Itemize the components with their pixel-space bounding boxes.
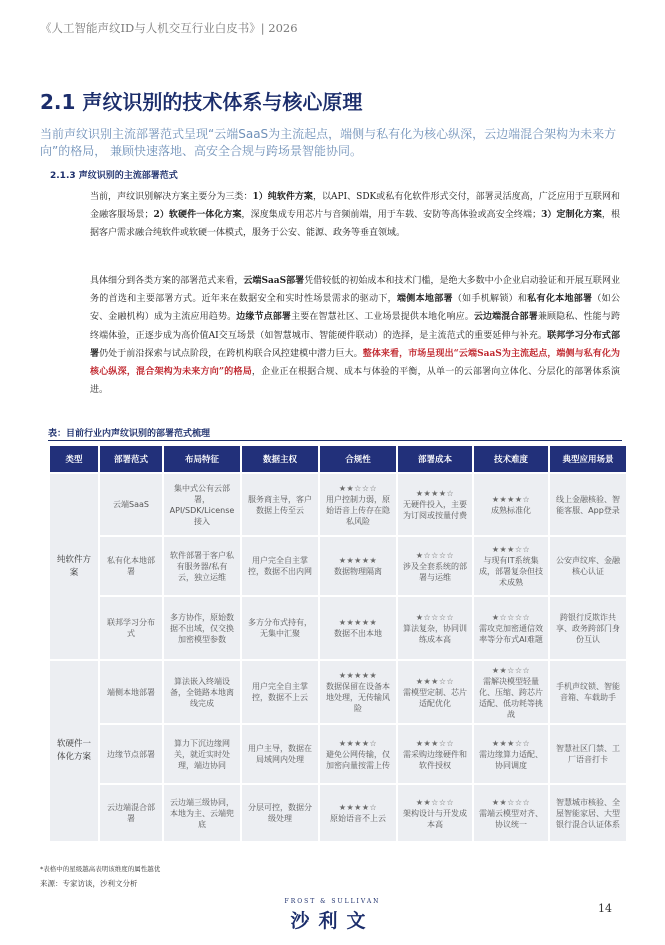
header-difficulty: 技术难度 [474,446,548,472]
star-rating: ★★★★☆ [491,494,531,504]
star-rating: ★★★★★ [338,671,378,680]
sovereignty-cell: 多方分布式持有，无集中汇聚 [242,597,318,659]
section-summary: 当前声纹识别主流部署范式呈现“云端SaaS为主流起点，端侧与私有化为核心纵深，云边端混合架构为未来方向”的格局， 兼顾快速落地、高安全合规与跨场景智能协同。 [40,127,617,158]
deployment-paradigm-table [48,444,628,843]
text-run: ，企业正在根据合规、成本与体验的平衡，从单一的云部署向立体化、分层化的部署体系演进。 [90,367,620,396]
cost-text: 需模型定制、芯片适配优化 [403,687,467,708]
scenario-cell: 跨银行反欺诈共享、政务跨部门身份互认 [550,597,626,659]
cost-cell [398,785,472,841]
star-rating: ★★★☆☆ [491,545,531,554]
cost-text: 架构设计与开发成本高 [403,808,467,829]
header-type: 类型 [50,446,98,472]
difficulty-cell [474,597,548,659]
layout-cell: 多方协作，原始数据不出域，仅交换加密模型参数 [164,597,240,659]
star-rating: ★★★★★ [338,618,378,627]
table-row [50,661,626,723]
section-title: 2.1 声纹识别的技术体系与核心原理 [40,90,363,114]
difficulty-cell [474,785,548,841]
difficulty-text: 需攻克加密通信效率等分布式AI难题 [479,623,543,644]
star-rating: ★☆☆☆☆ [415,612,455,622]
table-footnote: *表格中的星级越高表明该维度的属性越优 [40,865,161,873]
cost-text: 涉及全套系统的部署与运维 [403,561,467,582]
header-scenario: 典型应用场景 [550,446,626,472]
difficulty-cell [474,474,548,535]
cost-cell [398,725,472,783]
page-number: 14 [598,902,612,915]
text-run: （如手机解锁）和 [452,294,528,305]
sovereignty-cell: 用户主导，数据在局域网内处理 [242,725,318,783]
star-rating: ★★☆☆☆ [338,483,378,493]
star-rating: ★★★☆☆ [415,738,455,748]
layout-cell: 集中式公有云部署，API/SDK/License接入 [164,474,240,535]
star-rating: ★★★★★ [338,556,378,565]
scenario-cell: 线上金融核验、智能客服、App登录 [550,474,626,535]
compliance-cell [320,725,396,783]
text-run: 兼顾隐私、性能与跨终端体验，正逐步成为高价值AI交互场景（如智慧城市、智能硬件联动）的选择，是主流范式的重要延伸与补充。 [90,312,620,341]
compliance-text: 数据不出本地 [334,629,382,638]
compliance-cell [320,661,396,723]
difficulty-text: 需边缘算力适配、协同调度 [479,749,543,770]
bold-run: 私有化本地部署 [527,294,593,305]
star-rating: ★★☆☆☆ [491,797,531,807]
header-sovereignty: 数据主权 [242,446,318,472]
cost-cell [398,537,472,595]
bold-run: 边缘节点部署 [236,312,292,323]
text-run: （如公安、金融机构）成为主流应用趋势。 [90,294,620,323]
compliance-cell [320,597,396,659]
difficulty-cell [474,725,548,783]
layout-cell: 软件部署于客户私有服务器/私有云，独立运维 [164,537,240,595]
cost-text: 需采购边缘硬件和软件授权 [403,749,467,770]
text-run: 仍处于前沿探索与试点阶段，在跨机构联合风控建模中潜力巨大。 [99,348,363,359]
subsection-title: 2.1.3 声纹识别的主流部署范式 [50,171,178,181]
brand-wordmark-en: FROST & SULLIVAN [284,898,381,905]
layout-cell: 算法嵌入终端设备，全链路本地离线完成 [164,661,240,723]
difficulty-cell [474,661,548,723]
header-layout: 布局特征 [164,446,240,472]
star-rating: ★★★☆☆ [491,738,531,748]
text-run: 主要在智慧社区、工业场景提供本地化响应。 [291,312,474,323]
cost-cell [398,474,472,535]
text-run: ，深度集成专用芯片与音频前端，用于车载、安防等高体验或高安全终端； [241,210,542,221]
cost-cell [398,597,472,659]
text-run: ，以API、SDK或私有化软件形式交付，部署灵活度高，广泛应用于互联网和金融客服场景； [90,192,620,221]
text-run: 当前，声纹识别解决方案主要分为三类： [90,192,253,202]
paragraph-solution-types [90,188,620,243]
type-cell: 纯软件方案 [50,474,98,659]
bold-run: 联邦学习分布式部署 [90,330,620,359]
table-row [50,474,626,535]
star-rating: ★☆☆☆☆ [491,612,531,622]
star-rating: ★★★☆☆ [415,676,455,686]
compliance-cell [320,537,396,595]
header-paradigm: 部署范式 [100,446,162,472]
paradigm-cell: 私有化本地部署 [100,537,162,595]
sovereignty-cell: 用户完全自主掌控，数据不出内网 [242,537,318,595]
star-rating: ★★☆☆☆ [415,797,455,807]
star-rating: ★★☆☆☆ [491,665,531,675]
type-cell: 软硬件一体化方案 [50,661,98,841]
header-cost: 部署成本 [398,446,472,472]
cost-text: 算法复杂，协同训练成本高 [403,623,467,644]
paradigm-cell: 端侧本地部署 [100,661,162,723]
compliance-text: 原始语音不上云 [330,814,386,823]
star-rating: ★★★★☆ [338,738,378,748]
table-caption: 表：目前行业内声纹识别的部署范式梳理 [48,429,211,439]
table-row [50,725,626,783]
difficulty-text: 与现有IT系统集成，部署复杂但技术成熟 [479,556,543,587]
caption-divider [48,440,622,441]
sovereignty-cell: 分层可控，数据分级处理 [242,785,318,841]
paragraph-deployment-paradigms [90,272,620,399]
paradigm-cell: 联邦学习分布式 [100,597,162,659]
compliance-text: 用户控制力弱，原始语音上传存在隐私风险 [326,494,390,526]
layout-cell: 算力下沉边缘网关，就近实时处理，端边协同 [164,725,240,783]
table-row [50,785,626,841]
text-run: ，根据客户需求融合纯软件或软硬一体模式，服务于公安、能源、政务等垂直领域。 [90,210,620,239]
bold-run: 端侧本地部署 [396,294,453,305]
difficulty-cell [474,537,548,595]
bold-run: 云端SaaS部署 [243,276,305,286]
difficulty-text: 需端云模型对齐、协议统一 [479,808,543,829]
table-row [50,537,626,595]
compliance-cell [320,785,396,841]
scenario-cell: 智慧社区门禁、工厂语音打卡 [550,725,626,783]
text-run: 具体细分到各类方案的部署范式来看， [90,276,244,286]
scenario-cell: 手机声纹锁、智能音箱、车载助手 [550,661,626,723]
paradigm-cell: 边缘节点部署 [100,725,162,783]
compliance-text: 避免公网传输，仅加密向量按需上传 [326,749,390,770]
star-rating: ★★★★☆ [415,489,455,498]
star-rating: ★★★★☆ [338,803,378,812]
source-note: 来源：专家访谈，沙利文分析 [40,879,138,888]
highlight-run: 整体来看，市场呈现出“云端SaaS为主流起点，端侧与私有化为核心纵深，混合架构为未来方向”的格局 [90,348,620,378]
scenario-cell: 智慧城市核验、全屋智能家居、大型银行混合认证体系 [550,785,626,841]
header-compliance: 合规性 [320,446,396,472]
bold-run: 1）纯软件方案 [252,192,313,202]
layout-cell: 云边端三级协同，本地为主、云端兜底 [164,785,240,841]
table-header-row [50,446,626,472]
compliance-text: 数据物理隔离 [334,567,382,576]
bold-run: 云边端混合部署 [473,312,538,323]
compliance-cell [320,474,396,535]
scenario-cell: 公安声纹库、金融核心认证 [550,537,626,595]
cost-cell [398,661,472,723]
text-run: 凭借较低的初始成本和技术门槛，是绝大多数中小企业启动验证和开展互联网业务的首选和主要部署方式。近年来在数据安全和实时性场景需求的驱动下， [90,276,620,305]
sovereignty-cell: 用户完全自主掌控，数据不上云 [242,661,318,723]
paradigm-cell: 云端SaaS [100,474,162,535]
document-header: 《人工智能声纹ID与人机交互行业白皮书》| 2026 [40,21,298,35]
bold-run: 2）软硬件一体化方案 [153,210,242,221]
difficulty-text: 需解决模型轻量化、压缩、跨芯片适配、低功耗等挑战 [479,676,543,719]
sovereignty-cell: 服务商主导，客户数据上传至云 [242,474,318,535]
difficulty-text: 成熟标准化 [491,505,531,515]
paradigm-cell: 云边端混合部署 [100,785,162,841]
brand-wordmark-cn: 沙利文 [290,910,375,932]
cost-text: 无硬件投入，主要为订阅或按量付费 [403,500,467,520]
bold-run: 3）定制化方案 [541,210,602,221]
compliance-text: 数据保留在设备本地处理，无传输风险 [326,682,390,713]
star-rating: ★☆☆☆☆ [415,550,455,560]
table-row [50,597,626,659]
